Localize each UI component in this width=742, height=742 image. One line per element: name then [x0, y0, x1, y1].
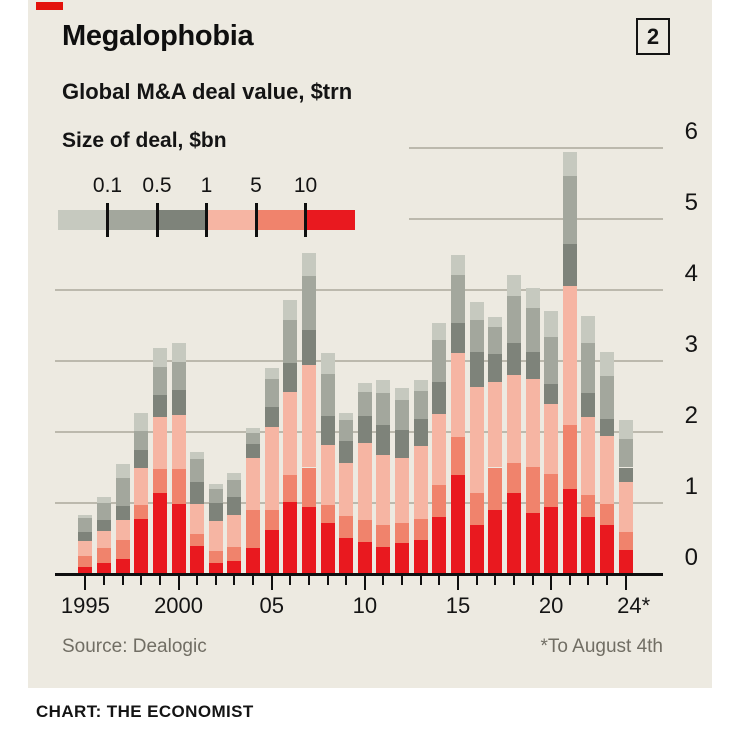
bar-1997-seg-0-5-1	[116, 506, 130, 520]
bar-2004-seg-0-5-1	[246, 444, 260, 458]
bar-2023-seg-10-	[600, 525, 614, 574]
x-axis-label-2024: 24*	[617, 593, 651, 618]
bar-2014-seg-1-5	[432, 414, 446, 486]
x-tick-2024	[625, 576, 627, 590]
bar-2009-seg--0-1	[339, 413, 353, 420]
bar-2022-seg-1-5	[581, 417, 595, 495]
x-axis-label-2000: 2000	[154, 593, 204, 618]
bar-2014-seg-10-	[432, 517, 446, 574]
bar-2018-seg-0-1-0-5	[507, 296, 521, 343]
y-axis-label-4: 4	[684, 260, 698, 287]
bar-2018-seg-5-10	[507, 463, 521, 493]
footnote-label: *To August 4th	[540, 636, 663, 657]
bar-2017-seg-5-10	[488, 468, 502, 511]
bar-2024-seg--0-1	[619, 420, 633, 439]
bar-2013-seg-1-5	[414, 446, 428, 518]
bar-2013-seg--0-1	[414, 380, 428, 391]
bar-2000-seg-0-5-1	[172, 390, 186, 415]
bar-1995-seg--0-1	[78, 515, 92, 518]
x-tick-2003	[233, 576, 235, 585]
bar-2017-seg-0-1-0-5	[488, 327, 502, 354]
bar-2000-seg-5-10	[172, 469, 186, 504]
x-tick-2016	[476, 576, 478, 585]
bar-2020-seg--0-1	[544, 311, 558, 337]
bar-1998-seg-0-1-0-5	[134, 431, 148, 451]
bar-2013-seg-0-5-1	[414, 419, 428, 446]
bar-2012-seg-5-10	[395, 523, 409, 543]
x-tick-2010	[364, 576, 366, 590]
x-axis-label-2005: 05	[259, 593, 284, 618]
legend-swatch-5-10	[256, 210, 306, 230]
bar-2012-seg-0-1-0-5	[395, 400, 409, 430]
legend-threshold-10: 10	[293, 174, 318, 197]
x-axis-label-2010: 10	[352, 593, 378, 618]
x-tick-2019	[532, 576, 534, 585]
bar-2013-seg-5-10	[414, 519, 428, 540]
x-tick-2023	[606, 576, 608, 585]
bar-2010-seg-1-5	[358, 443, 372, 520]
legend-swatch-10-plus	[306, 210, 356, 230]
bar-1999-seg-5-10	[153, 469, 167, 493]
x-tick-2022	[587, 576, 589, 585]
bar-2012-seg--0-1	[395, 388, 409, 400]
bar-2002-seg-1-5	[209, 521, 223, 551]
x-tick-2001	[196, 576, 198, 585]
bar-2010-seg-5-10	[358, 520, 372, 542]
bar-2005-seg--0-1	[265, 368, 279, 379]
bar-2022-seg-0-1-0-5	[581, 343, 595, 393]
bar-2010-seg-0-5-1	[358, 416, 372, 444]
bar-2003-seg-0-5-1	[227, 497, 241, 515]
bar-2004-seg--0-1	[246, 428, 260, 433]
bar-2001-seg-0-1-0-5	[190, 459, 204, 482]
bar-2011-seg-1-5	[376, 455, 390, 525]
x-tick-1996	[103, 576, 105, 585]
bar-2014-seg-0-1-0-5	[432, 340, 446, 382]
chart-title: Megalophobia	[62, 20, 254, 52]
bar-2013-seg-0-1-0-5	[414, 391, 428, 419]
bar-2016-seg-0-1-0-5	[470, 320, 484, 352]
bar-2019-seg-10-	[526, 513, 540, 574]
bar-1999-seg-0-5-1	[153, 395, 167, 417]
bar-2011-seg-0-1-0-5	[376, 393, 390, 425]
bar-2002-seg-5-10	[209, 551, 223, 564]
x-tick-2021	[569, 576, 571, 585]
x-tick-2017	[494, 576, 496, 585]
bar-2014-seg-0-5-1	[432, 382, 446, 413]
bar-1998-seg-1-5	[134, 468, 148, 505]
x-tick-2014	[438, 576, 440, 585]
bar-2017-seg--0-1	[488, 317, 502, 327]
bar-2007-seg-5-10	[302, 468, 316, 508]
x-tick-2020	[550, 576, 552, 590]
x-tick-1998	[140, 576, 142, 585]
bar-2024-seg-0-5-1	[619, 468, 633, 483]
bar-1996-seg-0-5-1	[97, 520, 111, 531]
x-tick-2018	[513, 576, 515, 585]
bar-2019-seg-0-5-1	[526, 352, 540, 380]
bar-1999-seg-10-	[153, 493, 167, 574]
bar-1999-seg--0-1	[153, 348, 167, 368]
bar-2001-seg-5-10	[190, 534, 204, 547]
bar-2020-seg-5-10	[544, 474, 558, 507]
bar-2019-seg-0-1-0-5	[526, 308, 540, 352]
bar-2024-seg-1-5	[619, 482, 633, 532]
legend-swatch-0.1-0.5	[108, 210, 158, 230]
bar-2002-seg-0-1-0-5	[209, 489, 223, 503]
bar-2014-seg-5-10	[432, 485, 446, 517]
legend-title: Size of deal, $bn	[62, 129, 227, 152]
x-tick-2012	[401, 576, 403, 585]
bar-2007-seg-10-	[302, 507, 316, 574]
bar-2003-seg-5-10	[227, 547, 241, 561]
bar-2016-seg-1-5	[470, 387, 484, 494]
bar-2005-seg-10-	[265, 530, 279, 574]
credit-label: CHART: THE ECONOMIST	[36, 702, 254, 721]
bar-2009-seg-10-	[339, 538, 353, 574]
bar-2000-seg-1-5	[172, 415, 186, 469]
bar-1997-seg-0-1-0-5	[116, 478, 130, 506]
bar-2008-seg-0-1-0-5	[321, 374, 335, 417]
x-axis-label-1995: 1995	[60, 593, 110, 618]
bar-1998-seg-0-5-1	[134, 450, 148, 468]
bar-2018-seg--0-1	[507, 275, 521, 296]
bar-2018-seg-1-5	[507, 375, 521, 463]
bar-2016-seg-0-5-1	[470, 352, 484, 387]
bar-1996-seg-1-5	[97, 531, 111, 548]
y-axis-label-5: 5	[684, 189, 698, 216]
bar-2011-seg-10-	[376, 547, 390, 574]
bar-2015-seg-5-10	[451, 437, 465, 475]
bar-2024-seg-5-10	[619, 532, 633, 550]
bar-2018-seg-0-5-1	[507, 343, 521, 375]
bar-1995-seg-1-5	[78, 541, 92, 556]
bar-2015-seg--0-1	[451, 255, 465, 275]
bar-2015-seg-10-	[451, 475, 465, 574]
bar-2012-seg-0-5-1	[395, 430, 409, 458]
bar-2021-seg-1-5	[563, 286, 577, 424]
bar-2011-seg-5-10	[376, 525, 390, 547]
bar-2022-seg--0-1	[581, 316, 595, 344]
bar-2008-seg--0-1	[321, 353, 335, 374]
bar-2015-seg-0-5-1	[451, 323, 465, 353]
bar-2022-seg-5-10	[581, 495, 595, 517]
bar-1997-seg-1-5	[116, 520, 130, 540]
bar-2018-seg-10-	[507, 493, 521, 574]
legend-threshold-1: 1	[200, 174, 213, 197]
bar-2019-seg-1-5	[526, 379, 540, 466]
x-tick-1995	[84, 576, 86, 590]
bar-2000-seg--0-1	[172, 343, 186, 363]
bar-2007-seg-1-5	[302, 365, 316, 467]
bar-2005-seg-0-1-0-5	[265, 379, 279, 407]
bar-2021-seg-10-	[563, 489, 577, 574]
bar-2021-seg-5-10	[563, 425, 577, 489]
bar-2002-seg--0-1	[209, 484, 223, 489]
bar-2021-seg-0-1-0-5	[563, 176, 577, 243]
x-tick-2006	[289, 576, 291, 585]
bar-1999-seg-1-5	[153, 417, 167, 469]
bar-2005-seg-5-10	[265, 510, 279, 530]
bar-2017-seg-10-	[488, 510, 502, 574]
x-tick-2013	[420, 576, 422, 585]
bar-2016-seg-10-	[470, 525, 484, 574]
bar-1999-seg-0-1-0-5	[153, 367, 167, 395]
bar-2023-seg-0-5-1	[600, 419, 614, 437]
bar-2012-seg-10-	[395, 543, 409, 574]
bar-2023-seg-5-10	[600, 504, 614, 525]
bar-2021-seg-0-5-1	[563, 244, 577, 287]
bar-2007-seg--0-1	[302, 253, 316, 276]
bar-2020-seg-0-5-1	[544, 384, 558, 404]
bar-1998-seg--0-1	[134, 413, 148, 431]
panel-number-badge: 2	[636, 18, 670, 55]
bar-2005-seg-0-5-1	[265, 407, 279, 427]
bar-2017-seg-1-5	[488, 382, 502, 467]
bar-2010-seg--0-1	[358, 383, 372, 392]
source-label: Source: Dealogic	[62, 636, 207, 657]
bar-2006-seg-0-1-0-5	[283, 320, 297, 363]
y-axis-label-0: 0	[684, 544, 698, 571]
bar-2020-seg-0-1-0-5	[544, 337, 558, 384]
bar-1998-seg-5-10	[134, 505, 148, 519]
bar-2020-seg-1-5	[544, 404, 558, 474]
bar-2021-seg--0-1	[563, 152, 577, 177]
x-tick-2002	[215, 576, 217, 585]
x-tick-2005	[271, 576, 273, 590]
x-tick-2000	[178, 576, 180, 590]
legend-threshold-5: 5	[250, 174, 262, 197]
bar-2010-seg-10-	[358, 542, 372, 574]
bar-2004-seg-10-	[246, 548, 260, 574]
bar-2010-seg-0-1-0-5	[358, 392, 372, 415]
bar-2009-seg-0-5-1	[339, 441, 353, 462]
legend-threshold-0.5: 0.5	[142, 174, 172, 197]
bar-2009-seg-0-1-0-5	[339, 420, 353, 441]
bar-1995-seg-0-1-0-5	[78, 518, 92, 532]
y-axis-label-1: 1	[684, 473, 698, 500]
bar-2015-seg-1-5	[451, 353, 465, 437]
bar-2016-seg--0-1	[470, 302, 484, 320]
bar-2004-seg-5-10	[246, 510, 260, 548]
bar-2009-seg-5-10	[339, 516, 353, 537]
x-tick-2015	[457, 576, 459, 590]
bar-2001-seg-1-5	[190, 504, 204, 534]
bar-2000-seg-10-	[172, 504, 186, 574]
bar-2017-seg-0-5-1	[488, 354, 502, 382]
bar-2008-seg-1-5	[321, 445, 335, 505]
bar-2012-seg-1-5	[395, 458, 409, 523]
bar-2004-seg-0-1-0-5	[246, 433, 260, 444]
bar-2008-seg-0-5-1	[321, 416, 335, 444]
bar-2009-seg-1-5	[339, 463, 353, 517]
legend-tick-10	[304, 203, 307, 237]
legend-threshold-0.1: 0.1	[92, 174, 123, 197]
bar-2020-seg-10-	[544, 507, 558, 574]
y-axis-label-6: 6	[684, 118, 698, 145]
x-tick-2007	[308, 576, 310, 585]
gridline-6	[409, 147, 663, 149]
legend-tick-1	[205, 203, 208, 237]
x-axis-label-2015: 15	[445, 593, 471, 618]
bar-2007-seg-0-1-0-5	[302, 276, 316, 331]
x-tick-2009	[345, 576, 347, 585]
bar-2001-seg-0-5-1	[190, 482, 204, 504]
bar-2022-seg-10-	[581, 517, 595, 574]
bar-2003-seg--0-1	[227, 473, 241, 479]
bar-2013-seg-10-	[414, 540, 428, 574]
bar-2006-seg-0-5-1	[283, 363, 297, 392]
legend-tick-0.5	[156, 203, 159, 237]
bar-1996-seg--0-1	[97, 497, 111, 503]
bar-1996-seg-5-10	[97, 548, 111, 564]
legend-tick-5	[255, 203, 258, 237]
y-axis-label-2: 2	[684, 402, 698, 429]
bar-2011-seg-0-5-1	[376, 425, 390, 455]
bar-2023-seg--0-1	[600, 352, 614, 376]
bar-1997-seg--0-1	[116, 464, 130, 478]
bar-2016-seg-5-10	[470, 493, 484, 525]
bar-2024-seg-10-	[619, 550, 633, 574]
bar-2005-seg-1-5	[265, 427, 279, 510]
x-tick-1997	[122, 576, 124, 585]
bar-1997-seg-10-	[116, 559, 130, 574]
bar-2001-seg-10-	[190, 546, 204, 574]
bar-1998-seg-10-	[134, 519, 148, 574]
legend-tick-0.1	[106, 203, 109, 237]
bar-2000-seg-0-1-0-5	[172, 362, 186, 390]
bar-2006-seg--0-1	[283, 300, 297, 320]
bar-2003-seg-0-1-0-5	[227, 480, 241, 498]
bar-2019-seg-5-10	[526, 467, 540, 513]
legend-swatch-1-5	[207, 210, 257, 230]
bar-2014-seg--0-1	[432, 323, 446, 341]
x-axis-label-2020: 20	[538, 593, 564, 618]
bar-2023-seg-1-5	[600, 436, 614, 503]
gridline-5	[409, 218, 663, 220]
bar-2001-seg--0-1	[190, 452, 204, 459]
bar-2006-seg-10-	[283, 502, 297, 574]
bar-1996-seg-0-1-0-5	[97, 503, 111, 520]
x-tick-2011	[382, 576, 384, 585]
legend-swatch-under-0.1	[58, 210, 108, 230]
bar-2024-seg-0-1-0-5	[619, 439, 633, 467]
bar-2004-seg-1-5	[246, 458, 260, 510]
y-axis-label-3: 3	[684, 331, 698, 358]
bar-1995-seg-0-5-1	[78, 532, 92, 541]
x-tick-1999	[159, 576, 161, 585]
bar-2022-seg-0-5-1	[581, 393, 595, 417]
bar-2006-seg-1-5	[283, 392, 297, 475]
bar-2003-seg-1-5	[227, 515, 241, 547]
x-tick-2008	[327, 576, 329, 585]
legend-swatch-0.5-1	[157, 210, 207, 230]
bar-2006-seg-5-10	[283, 475, 297, 502]
bar-2008-seg-5-10	[321, 505, 335, 523]
bar-1997-seg-5-10	[116, 540, 130, 559]
bar-2015-seg-0-1-0-5	[451, 275, 465, 323]
bar-2007-seg-0-5-1	[302, 330, 316, 365]
x-axis-line	[55, 573, 663, 576]
bar-2019-seg--0-1	[526, 288, 540, 308]
bar-2011-seg--0-1	[376, 380, 390, 393]
bar-1995-seg-5-10	[78, 556, 92, 567]
bar-2023-seg-0-1-0-5	[600, 376, 614, 419]
bar-2002-seg-0-5-1	[209, 503, 223, 521]
x-tick-2004	[252, 576, 254, 585]
chart-subtitle: Global M&A deal value, $trn	[62, 79, 353, 104]
bar-2008-seg-10-	[321, 523, 335, 574]
